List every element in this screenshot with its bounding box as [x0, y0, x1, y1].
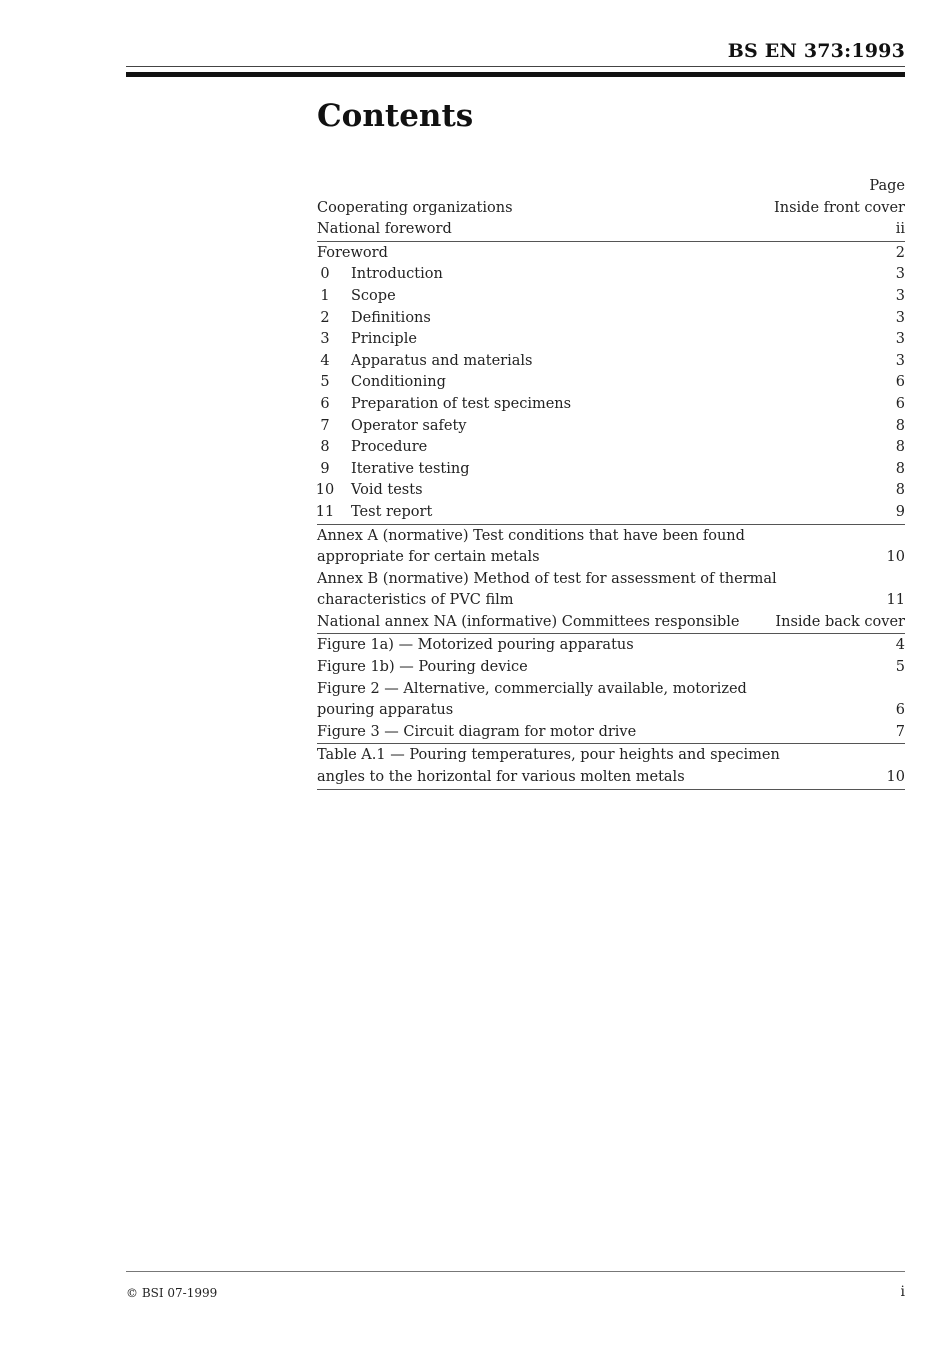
toc-entry[interactable]	[317, 286, 905, 308]
toc-entry-page: 6	[895, 395, 905, 412]
toc-entry[interactable]	[317, 657, 905, 679]
toc-group-figures	[317, 634, 905, 744]
toc-entry-label: Procedure	[351, 439, 428, 456]
toc-entry-label: Figure 2 — Alternative, commercially available, motorized pouring apparatus	[317, 680, 747, 719]
toc-entry[interactable]	[317, 635, 905, 657]
clause-number: 1	[320, 287, 330, 304]
toc-entry[interactable]	[317, 612, 905, 634]
toc-entry-page: 6	[895, 702, 905, 719]
toc-entry-page: 10	[886, 769, 905, 786]
toc-entry-page: 8	[895, 482, 905, 499]
toc-entry[interactable]	[317, 219, 905, 241]
toc-entry[interactable]	[317, 394, 905, 416]
clause-number: 3	[320, 331, 330, 348]
toc-entry-page: 5	[895, 659, 905, 676]
toc-entry-label: Iterative testing	[351, 460, 470, 477]
toc-entry-label: Foreword	[317, 244, 388, 261]
toc-entry[interactable]	[317, 480, 905, 502]
toc-entry-page: 3	[895, 266, 905, 283]
toc-entry[interactable]	[317, 437, 905, 459]
toc-entry-page: 8	[895, 460, 905, 477]
toc-group-front-matter	[317, 198, 905, 242]
toc-entry[interactable]	[317, 745, 905, 788]
toc-group-tables	[317, 744, 905, 789]
toc-entry[interactable]	[317, 351, 905, 373]
clause-number: 8	[320, 439, 330, 456]
toc-entry-page: 11	[886, 592, 905, 609]
toc-entry[interactable]	[317, 459, 905, 481]
toc-entry-page: 8	[895, 439, 905, 456]
toc-entry[interactable]	[317, 722, 905, 744]
toc-entry-page: 10	[886, 549, 905, 566]
toc-entry-label: Principle	[351, 331, 417, 348]
toc-entry-label: Cooperating organizations	[317, 199, 513, 216]
toc-entry-label: Annex B (normative) Method of test for assessment of thermal characteristics of PVC film	[317, 570, 777, 609]
toc-entry-page: 3	[895, 309, 905, 326]
toc-entry-page: ii	[895, 221, 905, 238]
toc-entry[interactable]	[317, 243, 905, 265]
clause-number: 2	[320, 309, 330, 326]
page-title: Contents	[317, 98, 474, 134]
toc-entry-label: Figure 3 — Circuit diagram for motor drive	[317, 723, 637, 740]
clause-number: 4	[320, 352, 330, 369]
toc-group-clauses	[317, 242, 905, 525]
toc-entry-label: Definitions	[351, 309, 431, 326]
toc-entry-page: Inside back cover	[775, 613, 905, 630]
toc-entry-label: Figure 1a) — Motorized pouring apparatus	[317, 637, 634, 654]
toc-entry-page: 4	[895, 637, 905, 654]
footer-rule	[126, 1271, 905, 1272]
toc-entry-label: Conditioning	[351, 374, 446, 391]
clause-number: 11	[315, 503, 335, 520]
toc-entry-label: Scope	[351, 287, 396, 304]
toc-entry-page: 3	[895, 352, 905, 369]
clause-number: 9	[320, 460, 330, 477]
table-of-contents	[317, 176, 905, 790]
toc-entry-label: Test report	[351, 503, 433, 520]
toc-entry-label: National annex NA (informative) Committees responsible	[317, 613, 740, 630]
toc-entry[interactable]	[317, 416, 905, 438]
document-id: BS EN 373:1993	[727, 40, 905, 62]
clause-number: 10	[315, 482, 335, 499]
toc-entry-label: Apparatus and materials	[351, 352, 533, 369]
copyright-notice: © BSI 07-1999	[126, 1286, 218, 1300]
toc-entry[interactable]	[317, 526, 905, 569]
toc-entry-label: Void tests	[351, 482, 423, 499]
toc-entry-label: National foreword	[317, 221, 452, 238]
toc-entry-label: Preparation of test specimens	[351, 395, 572, 412]
toc-entry-label: Introduction	[351, 266, 443, 283]
toc-entry-page: 3	[895, 331, 905, 348]
toc-entry-page: 2	[895, 244, 905, 261]
page-number: i	[900, 1284, 905, 1300]
toc-entry-label: Operator safety	[351, 417, 467, 434]
toc-entry[interactable]	[317, 679, 905, 722]
clause-number: 7	[320, 417, 330, 434]
toc-entry[interactable]	[317, 569, 905, 612]
toc-entry[interactable]	[317, 329, 905, 351]
toc-entry-page: 6	[895, 374, 905, 391]
toc-entry[interactable]	[317, 308, 905, 330]
toc-entry-label: Annex A (normative) Test conditions that have been found appropriate for certain metals	[317, 527, 745, 566]
toc-entry-page: Inside front cover	[774, 199, 905, 216]
toc-entry[interactable]	[317, 372, 905, 394]
toc-entry[interactable]	[317, 502, 905, 524]
header-rule-thick	[126, 72, 905, 77]
clause-number: 0	[320, 266, 330, 283]
toc-entry-label: Table A.1 — Pouring temperatures, pour heights and specimen angles to the horizontal for various molten metals	[317, 747, 780, 786]
toc-entry[interactable]	[317, 264, 905, 286]
toc-group-annexes	[317, 525, 905, 635]
header-rule-thin	[126, 66, 905, 67]
toc-entry[interactable]	[317, 198, 905, 220]
clause-number: 5	[320, 374, 330, 391]
toc-entry-page: 7	[895, 723, 905, 740]
clause-number: 6	[320, 395, 330, 412]
toc-entry-page: 3	[895, 287, 905, 304]
page-column-label: Page	[869, 178, 905, 194]
toc-entry-page: 9	[895, 503, 905, 520]
toc-entry-label: Figure 1b) — Pouring device	[317, 659, 528, 676]
toc-entry-page: 8	[895, 417, 905, 434]
